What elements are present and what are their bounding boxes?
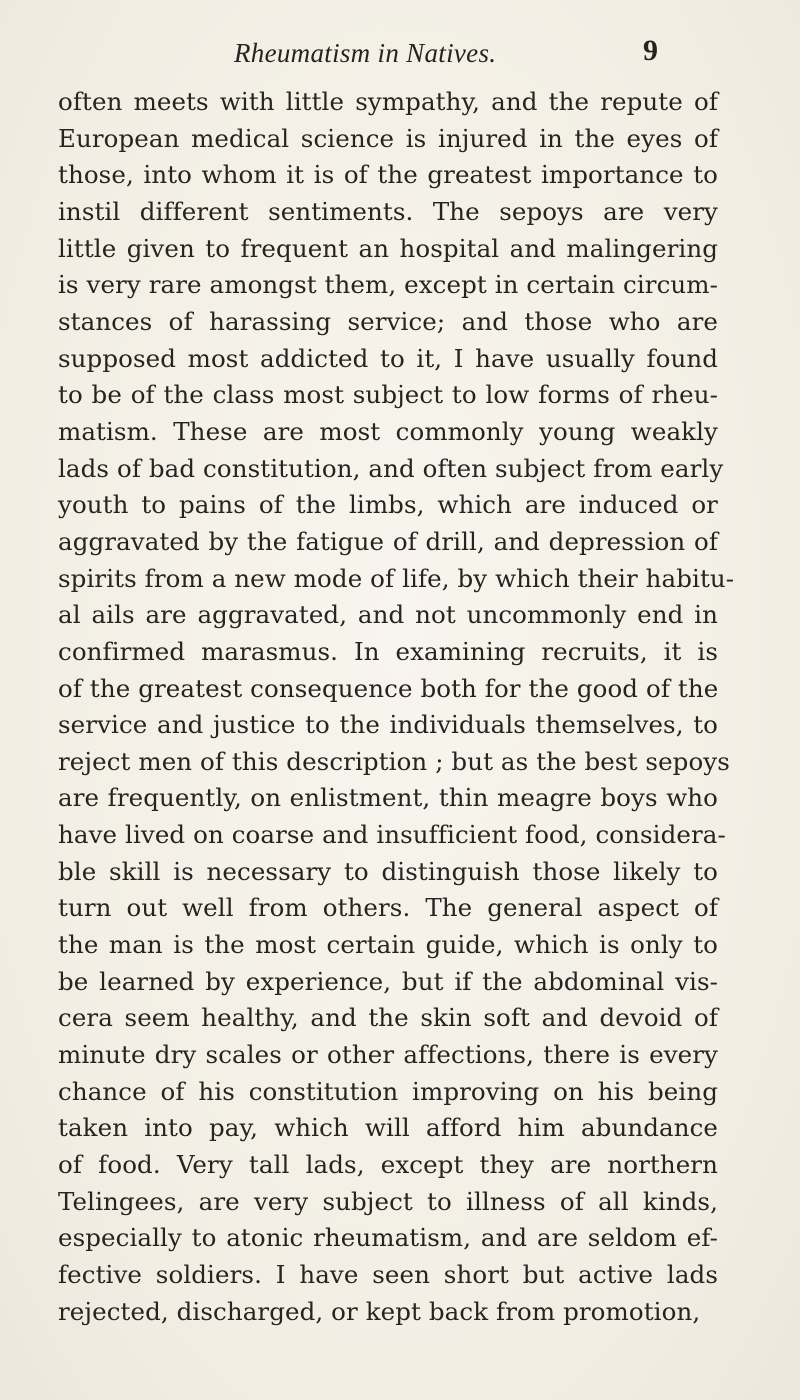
text-line: stances of harassing service; and those who are [58,306,718,336]
text-line: lads of bad constitution, and often subject from early [58,453,724,483]
text-line: aggravated by the fatigue of drill, and depression of [58,526,718,556]
text-line: service and justice to the individuals themselves, to [58,710,718,740]
running-head-title: Rheumatism in Natives. [234,38,497,68]
text-line: those, into whom it is of the greatest importance to [58,160,718,190]
text-line: of the greatest consequence both for the good of the [58,673,719,703]
body-paragraph [58,84,735,1330]
text-line: to be of the class most subject to low forms of rheu- [58,380,718,410]
page-number: 9 [643,34,658,67]
text-line: the man is the most certain guide, which is only to [58,930,718,960]
text-line: matism. These are most commonly young weakly [58,416,718,446]
text-line: instil different sentiments. The sepoys are very [58,196,718,226]
text-line: reject men of this description ; but as the best sepoys [58,746,730,776]
text-line: minute dry scales or other affections, there is every [58,1040,718,1070]
text-line: often meets with little sympathy, and the repute of [58,87,718,116]
text-line: al ails are aggravated, and not uncommonly end in [58,600,718,630]
text-line: fective soldiers. I have seen short but active lads [58,1260,718,1289]
text-line: confirmed marasmus. In examining recruits, it is [58,636,718,666]
text-line: supposed most addicted to it, I have usually found [58,343,718,373]
text-line: be learned by experience, but if the abdominal vis- [58,966,718,996]
text-line: spirits from a new mode of life, by which their habitu- [58,563,735,593]
text-line: chance of his constitution improving on his being [58,1076,718,1106]
text-line: Telingees, are very subject to illness of all kinds, [58,1186,718,1216]
text-line: have lived on coarse and insufficient food, considera- [58,820,726,850]
text-line: youth to pains of the limbs, which are induced or [58,490,718,520]
running-head [0,30,800,70]
text-line: European medical science is injured in the eyes of [58,123,718,153]
text-line: rejected, discharged, or kept back from promotion, [58,1296,701,1326]
text-line: little given to frequent an hospital and malingering [58,233,718,263]
text-line: turn out well from others. The general aspect of [58,893,718,923]
text-line: ble skill is necessary to distinguish those likely to [58,856,718,886]
text-line: of food. Very tall lads, except they are northern [58,1150,718,1180]
text-line: taken into pay, which will afford him abundance [58,1113,718,1143]
text-line: especially to atonic rheumatism, and are seldom ef- [58,1223,718,1253]
text-line: cera seem healthy, and the skin soft and devoid of [58,1003,718,1033]
text-line: is very rare amongst them, except in certain circum- [58,270,718,300]
text-line: are frequently, on enlistment, thin meagre boys who [58,783,718,813]
